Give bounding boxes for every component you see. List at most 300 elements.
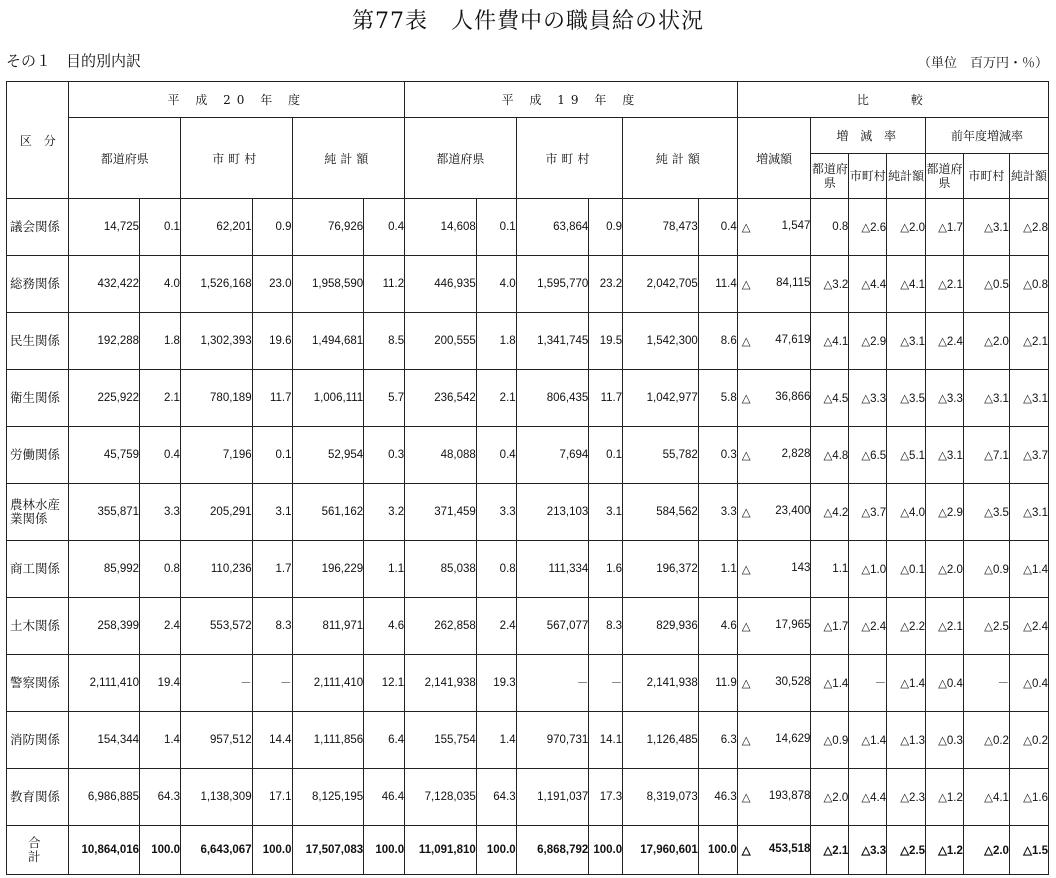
header-prev-pref: 都道府県 (926, 154, 964, 199)
cell-p19r: 0.8 (476, 541, 516, 598)
cell-p20: 355,871 (69, 484, 140, 541)
cell-p20r: 0.4 (140, 427, 181, 484)
cell-p19: 446,935 (405, 256, 477, 313)
cell-n19: 1,126,485 (623, 712, 699, 769)
cell-diff (737, 769, 811, 826)
cell-n20: 2,111,410 (292, 655, 364, 712)
cell-diff (737, 826, 811, 875)
header-rate-muni: 市町村 (849, 154, 887, 199)
cell-diff (737, 484, 811, 541)
cell-rn: △1.3 (887, 712, 926, 769)
cell-n19r: 8.6 (698, 313, 737, 370)
cell-rn: △0.1 (887, 541, 926, 598)
cell-p20r: 4.0 (140, 256, 181, 313)
cell-pn: △1.5 (1009, 826, 1048, 875)
delta-value: 193,878 (768, 790, 811, 802)
cell-m20r: － (252, 655, 292, 712)
cell-m20r: 8.3 (252, 598, 292, 655)
row-label: 合 計 (7, 826, 69, 875)
cell-m20r: 23.0 (252, 256, 292, 313)
cell-m19r: 14.1 (589, 712, 623, 769)
cell-rm: △3.3 (849, 826, 887, 875)
cell-n19: 55,782 (623, 427, 699, 484)
cell-m19r: 11.7 (589, 370, 623, 427)
delta-value: 47,619 (775, 334, 811, 346)
delta-sign: △ (741, 621, 751, 633)
cell-n19: 17,960,601 (623, 826, 699, 875)
cell-p20r: 1.8 (140, 313, 181, 370)
cell-rm: △2.9 (849, 313, 887, 370)
cell-pn: △2.8 (1009, 199, 1048, 256)
cell-p19: 200,555 (405, 313, 477, 370)
cell-p19: 2,141,938 (405, 655, 477, 712)
cell-m20: － (180, 655, 252, 712)
cell-m19: 970,731 (516, 712, 589, 769)
cell-m19: 6,868,792 (516, 826, 589, 875)
cell-n19r: 4.6 (698, 598, 737, 655)
delta-value: 30,528 (775, 676, 811, 688)
header-h19-net: 純計額 (623, 118, 738, 199)
cell-p19: 371,459 (405, 484, 477, 541)
row-label: 警察関係 (7, 655, 69, 712)
header-h20-net: 純計額 (292, 118, 405, 199)
cell-pm: △3.1 (963, 199, 1009, 256)
cell-diff (737, 541, 811, 598)
cell-n19: 196,372 (623, 541, 699, 598)
cell-p19r: 3.3 (476, 484, 516, 541)
cell-n19: 1,042,977 (623, 370, 699, 427)
cell-n19: 78,473 (623, 199, 699, 256)
cell-p19: 14,608 (405, 199, 477, 256)
cell-pn: △0.8 (1009, 256, 1048, 313)
cell-p20: 225,922 (69, 370, 140, 427)
cell-n20r: 11.2 (364, 256, 405, 313)
cell-n20: 196,229 (292, 541, 364, 598)
table-row (7, 313, 1049, 370)
cell-rm: △3.3 (849, 370, 887, 427)
delta-sign: △ (741, 678, 751, 690)
cell-m19r: 8.3 (589, 598, 623, 655)
delta-value: 17,965 (775, 619, 811, 631)
table-row (7, 541, 1049, 598)
cell-n20: 52,954 (292, 427, 364, 484)
cell-m19: 7,694 (516, 427, 589, 484)
cell-pp: △1.2 (926, 769, 964, 826)
cell-diff (737, 427, 811, 484)
cell-p19: 48,088 (405, 427, 477, 484)
header-prev-muni: 市町村 (963, 154, 1009, 199)
cell-m19: 1,191,037 (516, 769, 589, 826)
cell-p19r: 1.4 (476, 712, 516, 769)
header-rate-net: 純計額 (887, 154, 926, 199)
cell-pm: △2.5 (963, 598, 1009, 655)
table-row (7, 598, 1049, 655)
cell-p19: 262,858 (405, 598, 477, 655)
cell-pp: △1.2 (926, 826, 964, 875)
cell-pp: △2.1 (926, 598, 964, 655)
cell-p19r: 0.1 (476, 199, 516, 256)
cell-diff (737, 313, 811, 370)
cell-p19r: 100.0 (476, 826, 516, 875)
total-row (7, 826, 1049, 875)
cell-m19r: 17.3 (589, 769, 623, 826)
unit-note: （単位 百万円・％） (917, 56, 1048, 71)
delta-sign: △ (741, 792, 751, 804)
cell-diff (737, 256, 811, 313)
delta-sign: △ (741, 336, 751, 348)
delta-sign: △ (741, 450, 751, 462)
header-change-rate: 増 減 率 (811, 118, 926, 154)
cell-rp: △4.1 (811, 313, 849, 370)
cell-diff (737, 370, 811, 427)
cell-m20: 205,291 (180, 484, 252, 541)
cell-p20r: 3.3 (140, 484, 181, 541)
cell-n20: 17,507,083 (292, 826, 364, 875)
cell-rp: 1.1 (811, 541, 849, 598)
cell-pm: － (963, 655, 1009, 712)
cell-rn: △1.4 (887, 655, 926, 712)
cell-p19: 155,754 (405, 712, 477, 769)
delta-sign: △ (741, 735, 751, 747)
cell-p20: 154,344 (69, 712, 140, 769)
cell-rn: △2.5 (887, 826, 926, 875)
cell-n20r: 5.7 (364, 370, 405, 427)
cell-p20r: 2.1 (140, 370, 181, 427)
page-title: 第77表 人件費中の職員給の状況 (352, 9, 704, 34)
cell-m20: 1,138,309 (180, 769, 252, 826)
cell-m19r: 100.0 (589, 826, 623, 875)
header-h20-municipal: 市町村 (180, 118, 292, 199)
cell-diff (737, 598, 811, 655)
cell-pp: △0.4 (926, 655, 964, 712)
row-label: 労働関係 (7, 427, 69, 484)
cell-rp: △4.5 (811, 370, 849, 427)
header-prev-net: 純計額 (1009, 154, 1048, 199)
cell-rn: △2.3 (887, 769, 926, 826)
delta-sign: △ (741, 507, 751, 519)
cell-p20: 45,759 (69, 427, 140, 484)
header-h19: 平 成 19 年 度 (405, 82, 738, 118)
cell-p20r: 19.4 (140, 655, 181, 712)
cell-rm: △3.7 (849, 484, 887, 541)
cell-m20r: 0.1 (252, 427, 292, 484)
cell-n20: 1,958,590 (292, 256, 364, 313)
cell-n19: 829,936 (623, 598, 699, 655)
cell-rm: △1.0 (849, 541, 887, 598)
cell-n19r: 3.3 (698, 484, 737, 541)
cell-p19: 11,091,810 (405, 826, 477, 875)
cell-m20: 780,189 (180, 370, 252, 427)
cell-m20: 1,302,393 (180, 313, 252, 370)
cell-rn: △5.1 (887, 427, 926, 484)
cell-pm: △0.9 (963, 541, 1009, 598)
cell-n20: 1,006,111 (292, 370, 364, 427)
cell-n19r: 6.3 (698, 712, 737, 769)
delta-value: 143 (791, 562, 811, 574)
cell-m20r: 1.7 (252, 541, 292, 598)
cell-n20: 1,111,856 (292, 712, 364, 769)
cell-m19r: 23.2 (589, 256, 623, 313)
cell-m20: 110,236 (180, 541, 252, 598)
cell-rp: △3.2 (811, 256, 849, 313)
cell-rm: △2.6 (849, 199, 887, 256)
cell-p20: 432,422 (69, 256, 140, 313)
cell-m20r: 19.6 (252, 313, 292, 370)
delta-sign: △ (741, 564, 751, 576)
cell-m19r: 1.6 (589, 541, 623, 598)
cell-rn: △2.0 (887, 199, 926, 256)
delta-value: 1,547 (781, 220, 811, 232)
cell-m20: 62,201 (180, 199, 252, 256)
cell-n19r: 11.9 (698, 655, 737, 712)
header-h19-prefecture: 都道府県 (405, 118, 517, 199)
cell-n20r: 46.4 (364, 769, 405, 826)
cell-pp: △2.1 (926, 256, 964, 313)
header-comparison: 比 較 (737, 82, 1048, 118)
cell-n19r: 100.0 (698, 826, 737, 875)
cell-pm: △3.1 (963, 370, 1009, 427)
delta-value: 36,866 (775, 391, 811, 403)
cell-pm: △2.0 (963, 826, 1009, 875)
cell-rm: △2.4 (849, 598, 887, 655)
cell-rn: △2.2 (887, 598, 926, 655)
cell-rm: － (849, 655, 887, 712)
cell-p20r: 64.3 (140, 769, 181, 826)
cell-n20r: 8.5 (364, 313, 405, 370)
cell-rn: △3.5 (887, 370, 926, 427)
row-label: 農林水産業関係 (7, 484, 69, 541)
cell-m20r: 0.9 (252, 199, 292, 256)
cell-m19r: 19.5 (589, 313, 623, 370)
cell-pp: △2.9 (926, 484, 964, 541)
cell-rp: △4.8 (811, 427, 849, 484)
cell-m19: 567,077 (516, 598, 589, 655)
cell-rm: △4.4 (849, 256, 887, 313)
cell-m19: 63,864 (516, 199, 589, 256)
cell-n19r: 11.4 (698, 256, 737, 313)
cell-rp: △0.9 (811, 712, 849, 769)
cell-n19: 8,319,073 (623, 769, 699, 826)
row-label: 衛生関係 (7, 370, 69, 427)
cell-n19r: 0.3 (698, 427, 737, 484)
cell-m20r: 100.0 (252, 826, 292, 875)
cell-m20: 957,512 (180, 712, 252, 769)
delta-value: 84,115 (776, 277, 811, 289)
cell-n20r: 4.6 (364, 598, 405, 655)
cell-n19r: 5.8 (698, 370, 737, 427)
cell-pn: △1.6 (1009, 769, 1048, 826)
cell-p19r: 1.8 (476, 313, 516, 370)
cell-n20: 8,125,195 (292, 769, 364, 826)
cell-n20r: 100.0 (364, 826, 405, 875)
row-label: 土木関係 (7, 598, 69, 655)
cell-diff (737, 199, 811, 256)
cell-p20r: 0.8 (140, 541, 181, 598)
row-label: 教育関係 (7, 769, 69, 826)
delta-value: 14,629 (775, 733, 811, 745)
cell-n20: 561,162 (292, 484, 364, 541)
cell-m20: 7,196 (180, 427, 252, 484)
cell-pp: △3.1 (926, 427, 964, 484)
cell-rp: △2.1 (811, 826, 849, 875)
cell-n19: 2,141,938 (623, 655, 699, 712)
cell-pm: △0.5 (963, 256, 1009, 313)
cell-n19: 2,042,705 (623, 256, 699, 313)
table-row (7, 769, 1049, 826)
cell-n19r: 1.1 (698, 541, 737, 598)
cell-rn: △4.1 (887, 256, 926, 313)
cell-m20r: 17.1 (252, 769, 292, 826)
cell-rn: △4.0 (887, 484, 926, 541)
cell-m19: 111,334 (516, 541, 589, 598)
cell-m20: 1,526,168 (180, 256, 252, 313)
cell-rp: △1.4 (811, 655, 849, 712)
cell-rp: △4.2 (811, 484, 849, 541)
cell-pm: △0.2 (963, 712, 1009, 769)
cell-m19: 213,103 (516, 484, 589, 541)
cell-p19r: 64.3 (476, 769, 516, 826)
cell-p20: 85,992 (69, 541, 140, 598)
cell-pn: △3.1 (1009, 370, 1048, 427)
header-prev-change-rate: 前年度増減率 (926, 118, 1049, 154)
header-h20: 平 成 20 年 度 (69, 82, 405, 118)
cell-m19r: 0.9 (589, 199, 623, 256)
table-row (7, 655, 1049, 712)
cell-pn: △1.4 (1009, 541, 1048, 598)
cell-m20r: 11.7 (252, 370, 292, 427)
cell-pp: △1.7 (926, 199, 964, 256)
cell-m19: 1,341,745 (516, 313, 589, 370)
table-body (7, 199, 1049, 875)
cell-pn: △0.2 (1009, 712, 1048, 769)
cell-p19: 7,128,035 (405, 769, 477, 826)
cell-p20r: 0.1 (140, 199, 181, 256)
cell-n20: 811,971 (292, 598, 364, 655)
delta-value: 23,400 (775, 505, 811, 517)
cell-m20r: 3.1 (252, 484, 292, 541)
cell-n20: 1,494,681 (292, 313, 364, 370)
row-label: 総務関係 (7, 256, 69, 313)
cell-m19: 1,595,770 (516, 256, 589, 313)
cell-pm: △2.0 (963, 313, 1009, 370)
cell-pm: △3.5 (963, 484, 1009, 541)
cell-rm: △4.4 (849, 769, 887, 826)
cell-m19r: 3.1 (589, 484, 623, 541)
row-label: 民生関係 (7, 313, 69, 370)
table-row (7, 256, 1049, 313)
delta-value: 2,828 (781, 448, 811, 460)
cell-n20r: 0.3 (364, 427, 405, 484)
cell-m19r: 0.1 (589, 427, 623, 484)
row-label: 消防関係 (7, 712, 69, 769)
cell-n20r: 12.1 (364, 655, 405, 712)
header-change-amount: 増減額 (737, 118, 811, 199)
table-row (7, 199, 1049, 256)
cell-pp: △2.4 (926, 313, 964, 370)
cell-p19r: 19.3 (476, 655, 516, 712)
row-label: 議会関係 (7, 199, 69, 256)
cell-n19r: 0.4 (698, 199, 737, 256)
cell-p20: 6,986,885 (69, 769, 140, 826)
cell-p19r: 2.1 (476, 370, 516, 427)
table-row (7, 484, 1049, 541)
cell-pn: △2.1 (1009, 313, 1048, 370)
cell-p20: 2,111,410 (69, 655, 140, 712)
cell-p20r: 1.4 (140, 712, 181, 769)
cell-p19: 85,038 (405, 541, 477, 598)
header-category: 区 分 (7, 82, 69, 199)
table-row (7, 427, 1049, 484)
cell-pm: △4.1 (963, 769, 1009, 826)
salary-table (6, 81, 1049, 875)
cell-p20: 192,288 (69, 313, 140, 370)
table-subtitle: その１ 目的別内訳 (6, 52, 142, 70)
cell-n20: 76,926 (292, 199, 364, 256)
cell-p20: 14,725 (69, 199, 140, 256)
cell-n20r: 3.2 (364, 484, 405, 541)
delta-sign: △ (741, 222, 751, 234)
cell-pp: △2.0 (926, 541, 964, 598)
cell-p20r: 2.4 (140, 598, 181, 655)
cell-m20: 553,572 (180, 598, 252, 655)
cell-p19: 236,542 (405, 370, 477, 427)
delta-sign: △ (741, 845, 751, 857)
cell-rp: △1.7 (811, 598, 849, 655)
cell-pm: △7.1 (963, 427, 1009, 484)
cell-diff (737, 655, 811, 712)
cell-n20r: 0.4 (364, 199, 405, 256)
header-h20-prefecture: 都道府県 (69, 118, 181, 199)
cell-n19: 584,562 (623, 484, 699, 541)
cell-rm: △1.4 (849, 712, 887, 769)
cell-m20r: 14.4 (252, 712, 292, 769)
header-rate-pref: 都道府県 (811, 154, 849, 199)
cell-pp: △3.3 (926, 370, 964, 427)
cell-m20: 6,643,067 (180, 826, 252, 875)
cell-p20: 10,864,016 (69, 826, 140, 875)
cell-pn: △2.4 (1009, 598, 1048, 655)
cell-rp: 0.8 (811, 199, 849, 256)
cell-m19: － (516, 655, 589, 712)
cell-n19r: 46.3 (698, 769, 737, 826)
cell-n20r: 6.4 (364, 712, 405, 769)
cell-n20r: 1.1 (364, 541, 405, 598)
cell-pp: △0.3 (926, 712, 964, 769)
delta-sign: △ (741, 393, 751, 405)
cell-m19r: － (589, 655, 623, 712)
delta-sign: △ (741, 279, 751, 291)
header-h19-municipal: 市町村 (516, 118, 622, 199)
cell-rn: △3.1 (887, 313, 926, 370)
cell-pn: △3.7 (1009, 427, 1048, 484)
table-row (7, 370, 1049, 427)
cell-n19: 1,542,300 (623, 313, 699, 370)
cell-p20r: 100.0 (140, 826, 181, 875)
row-label: 商工関係 (7, 541, 69, 598)
cell-m19: 806,435 (516, 370, 589, 427)
table-row (7, 712, 1049, 769)
cell-pn: △0.4 (1009, 655, 1048, 712)
cell-diff (737, 712, 811, 769)
cell-pn: △3.1 (1009, 484, 1048, 541)
cell-p19r: 4.0 (476, 256, 516, 313)
delta-value: 453,518 (768, 843, 811, 855)
cell-p20: 258,399 (69, 598, 140, 655)
cell-rp: △2.0 (811, 769, 849, 826)
cell-p19r: 0.4 (476, 427, 516, 484)
cell-rm: △6.5 (849, 427, 887, 484)
cell-p19r: 2.4 (476, 598, 516, 655)
